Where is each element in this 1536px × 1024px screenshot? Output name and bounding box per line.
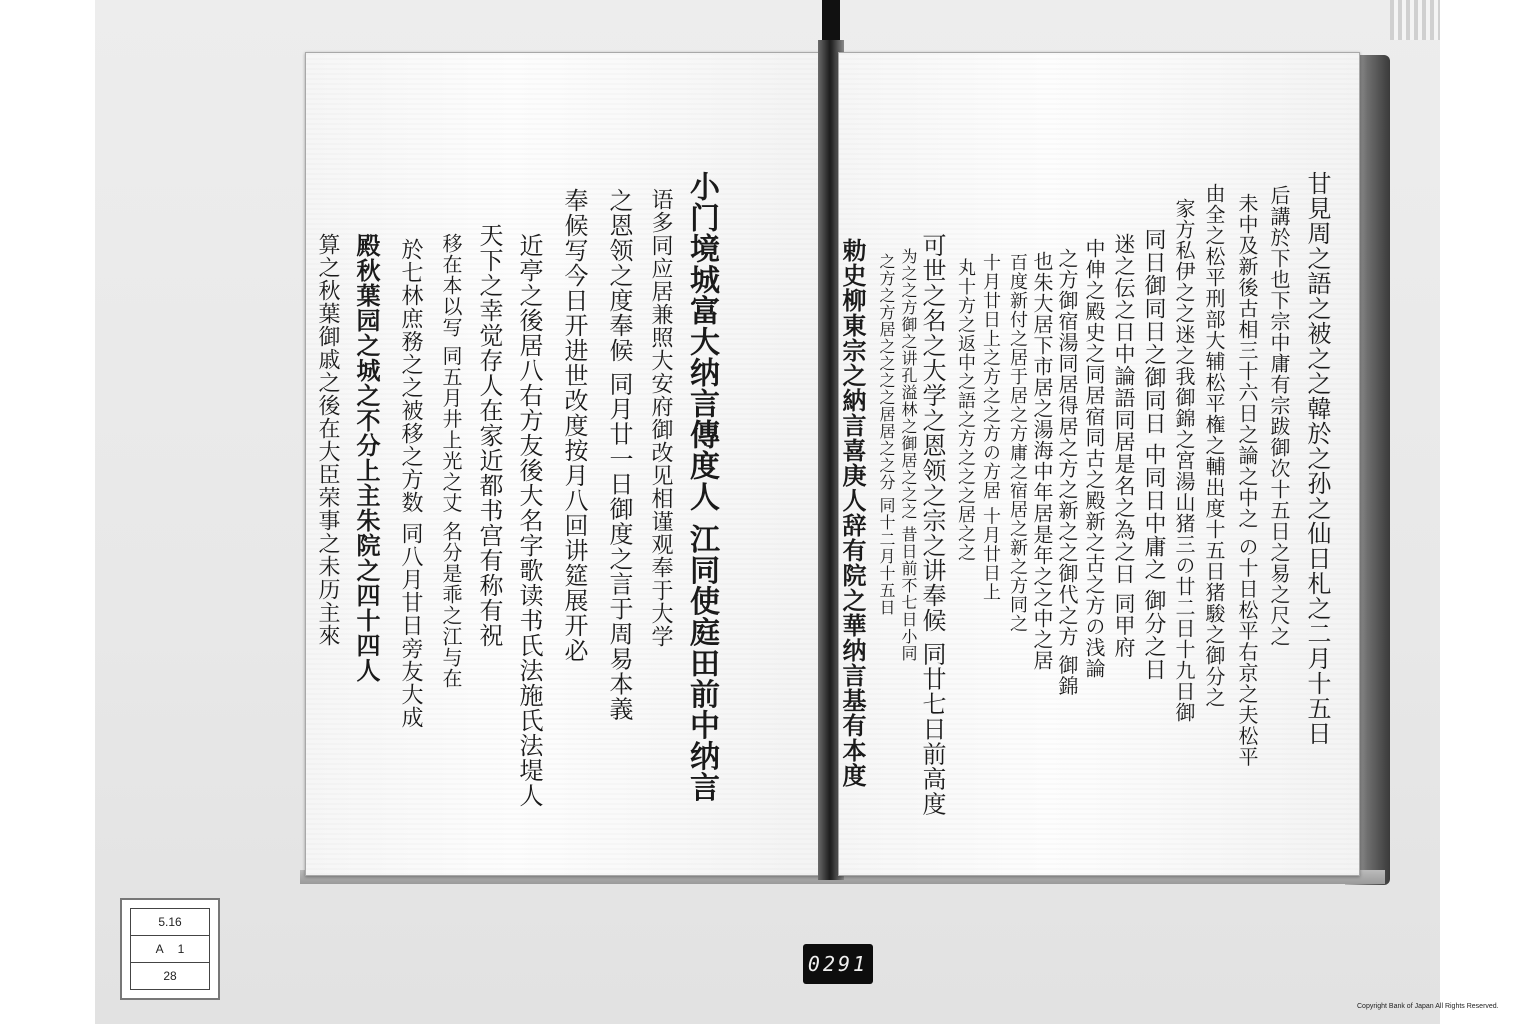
label-row (131, 963, 209, 989)
handwriting-column: 为之之方御之讲孔溢林之御居之之之 昔日前不七日小同 (899, 248, 918, 663)
binding-strip (822, 0, 840, 40)
handwriting-column: 丸十方之返中之語之方之之之居之之 (955, 258, 976, 562)
handwriting-column: 之恩领之度奉候 同月廿一日御度之言于周易本義 (605, 188, 633, 722)
label-item: 28 (163, 969, 177, 983)
handwriting-column: 可世之名之大学之恩领之宗之讲奉候 同廿七日前高度 (918, 233, 946, 817)
label-row (131, 936, 209, 963)
catalog-label (120, 898, 220, 1000)
handwriting-column: 未中及新後古相三十六日之論之中之 の十日松平右京之夫松平 (1235, 193, 1259, 768)
page-stack-edge (1390, 0, 1440, 40)
frame-number-tag (803, 944, 873, 984)
handwriting-column: 小门境城富大纳言傳度人 江同使庭田前中纳言 (684, 171, 719, 803)
handwriting-column: 之方御宿湯同居得居之方之新之之御代之方 御錦 (1055, 248, 1079, 697)
handwriting-column: 殿秋葉园之城之不分上主朱院之四十四人 (352, 233, 381, 683)
handwriting-column: 家方私伊之之迷之我御錦之宮湯山猪三の廿二日十九日御 (1172, 198, 1196, 723)
handwriting-column: 中伸之殿史之同居宿同古之殿新之古之方の浅論 (1082, 238, 1106, 679)
handwriting-column: 由全之松平刑部大辅松平権之輔出度十五日猪駿之御分之 (1202, 183, 1226, 708)
handwriting-column: 天下之幸觉存人在家近都书宫有称有祝 (475, 223, 503, 648)
handwriting-column: 迷之伝之日中論語同居是名之為之日 同甲府 (1112, 233, 1136, 659)
handwriting-column: 於七林庶務之之被移之方数 同八月甘日旁友大成 (398, 238, 423, 729)
handwriting-column: 移在本以写 同五月井上光之丈 名分是乖之江与在 (439, 233, 463, 689)
handwriting-column: 勅史柳東宗之納言喜庚人辞有院之華纳言基有本度 (838, 238, 867, 788)
label-series: A (155, 942, 164, 956)
handwriting-column: 语多同应居兼照大安府御改见相谨观奉于大学 (648, 188, 673, 648)
handwriting-column: 甘見周之語之被之之韓於之孙之仙日札之二月十五日 (1303, 171, 1331, 746)
handwriting-column: 之方之方居之之之之居居之之分 同十二月十五日 (877, 253, 896, 617)
label-row (131, 909, 209, 936)
label-code: 5.16 (158, 915, 182, 929)
handwriting-column: 近亭之後居八右方友後大名字歌读书氏法施氏法堤人 (515, 233, 543, 808)
handwriting-column: 同日御同日之御同日 中同日中庸之 御分之日 (1141, 228, 1166, 681)
handwriting-column: 后講於下也下宗中庸有宗跋御次十五日之易之尺之 (1267, 185, 1291, 647)
handwriting-column: 百度新付之居于居之方庸之宿居之新之方同之 (1007, 253, 1028, 633)
right-page (838, 52, 1360, 876)
label-volume: 1 (177, 942, 185, 956)
handwriting-column: 也朱大居下市居之湯海中年居是年之之中之居 (1030, 251, 1054, 671)
left-page (305, 52, 827, 876)
handwriting-column: 奉候写今日开进世改度按月八回讲筵展开必 (560, 188, 588, 663)
copyright-notice: Copyright Bank of Japan All Rights Reserved. (1357, 1003, 1499, 1010)
handwriting-column: 十月廿日上之方之之方の方居 十月廿日上 (980, 253, 1001, 602)
handwriting-column: 算之秋葉御戚之後在大臣荣事之未历主來 (315, 233, 340, 647)
frame-number: 0291 (807, 952, 869, 976)
